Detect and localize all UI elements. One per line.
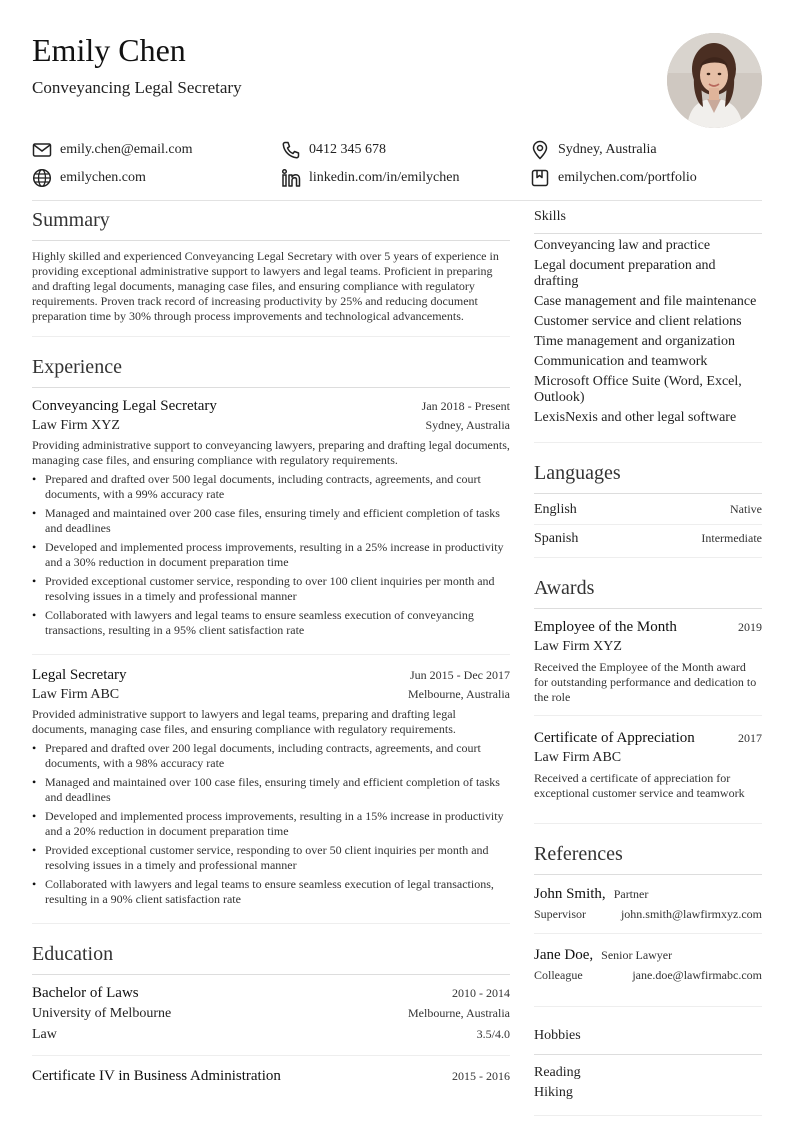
education-dates: 2015 - 2016 bbox=[452, 1069, 510, 1083]
contact-portfolio[interactable] bbox=[530, 168, 762, 188]
references-heading: References bbox=[534, 840, 762, 875]
job-location: Sydney, Australia bbox=[425, 418, 510, 432]
education-dates: 2010 - 2014 bbox=[452, 986, 510, 1000]
job-bullet: • Developed and implemented process improvements, resulting in a 15% increase in productivity and a 20% reduction in document preparation time bbox=[32, 809, 510, 839]
reference-name: Jane Doe, bbox=[534, 947, 594, 963]
award-description: Received the Employee of the Month award for outstanding performance and dedication to the role bbox=[534, 660, 757, 704]
reference-email[interactable]: john.smith@lawfirmxyz.com bbox=[620, 907, 762, 921]
candidate-name: Emily Chen bbox=[32, 32, 186, 68]
award-org: Law Firm XYZ bbox=[534, 639, 622, 654]
award-year: 2019 bbox=[738, 620, 762, 634]
skill-item: Communication and teamwork bbox=[534, 354, 708, 369]
mail-icon bbox=[32, 140, 52, 160]
contact-location bbox=[530, 140, 762, 160]
job-bullet: • Provided exceptional customer service, responding to over 50 client inquiries per month and resolving issues in a timely and professional manner bbox=[32, 843, 510, 873]
hobby-item: Reading bbox=[534, 1065, 581, 1080]
award-item bbox=[534, 715, 762, 811]
reference-item bbox=[534, 883, 762, 933]
contact-website-text: emilychen.com bbox=[60, 170, 146, 185]
award-item bbox=[534, 617, 762, 715]
job-bullet: • Collaborated with lawyers and legal teams to ensure seamless execution of conveyancing transactions, resulting in a 95% client satisfaction rate bbox=[32, 608, 510, 638]
language-level: Intermediate bbox=[701, 531, 762, 545]
language-name: Spanish bbox=[534, 531, 579, 546]
skill-item: LexisNexis and other legal software bbox=[534, 410, 737, 425]
education-degree: Bachelor of Laws bbox=[32, 985, 139, 1001]
hobbies-section bbox=[534, 1023, 762, 1116]
job-company: Law Firm ABC bbox=[32, 687, 120, 702]
candidate-title: Conveyancing Legal Secretary bbox=[32, 78, 242, 97]
contact-website[interactable] bbox=[32, 168, 281, 188]
job-bullets bbox=[32, 472, 510, 638]
experience-heading: Experience bbox=[32, 353, 510, 388]
left-column bbox=[32, 206, 510, 1123]
profile-photo-illustration bbox=[667, 33, 762, 128]
awards-section bbox=[534, 574, 762, 824]
award-title: Employee of the Month bbox=[534, 619, 677, 635]
skills-section bbox=[534, 206, 762, 443]
job-bullet: • Prepared and drafted over 500 legal documents, including contracts, agreements, and court documents, with a 99% accuracy rate bbox=[32, 472, 510, 502]
languages-heading: Languages bbox=[534, 459, 762, 494]
education-location: Melbourne, Australia bbox=[408, 1006, 510, 1020]
job-dates: Jun 2015 - Dec 2017 bbox=[410, 668, 510, 682]
skills-heading: Skills bbox=[534, 206, 762, 234]
job-bullet: • Managed and maintained over 100 case files, ensuring timely and efficient completion of tasks and deadlines bbox=[32, 775, 510, 805]
job-bullet: • Prepared and drafted over 200 legal documents, including contracts, agreements, and court documents, with a 98% accuracy rate bbox=[32, 741, 510, 771]
right-column bbox=[534, 206, 762, 1123]
summary-heading: Summary bbox=[32, 206, 510, 241]
reference-email[interactable]: jane.doe@lawfirmabc.com bbox=[632, 968, 762, 982]
award-org: Law Firm ABC bbox=[534, 750, 622, 765]
job-description: Provided administrative support to lawyers and legal teams, preparing and drafting legal documents, managing case files, and ensuring compliance with regulatory requirements. bbox=[32, 707, 456, 736]
linkedin-icon bbox=[281, 168, 301, 188]
reference-role: Senior Lawyer bbox=[601, 948, 673, 962]
skill-item: Microsoft Office Suite (Word, Excel, Outlook) bbox=[534, 374, 742, 405]
reference-relation: Colleague bbox=[534, 968, 583, 982]
reference-relation: Supervisor bbox=[534, 907, 586, 921]
languages-section bbox=[534, 459, 762, 558]
contact-info bbox=[32, 136, 762, 192]
contact-phone-text: 0412 345 678 bbox=[309, 142, 386, 157]
award-year: 2017 bbox=[738, 731, 762, 745]
phone-icon bbox=[281, 140, 301, 160]
contact-linkedin-text: linkedin.com/in/emilychen bbox=[309, 170, 460, 185]
experience-section bbox=[32, 353, 510, 924]
skill-item: Conveyancing law and practice bbox=[534, 238, 711, 253]
award-description: Received a certificate of appreciation for exceptional customer service and teamwork bbox=[534, 771, 745, 800]
job-company: Law Firm XYZ bbox=[32, 418, 120, 433]
education-field: Law bbox=[32, 1027, 57, 1042]
contact-email[interactable] bbox=[32, 140, 281, 160]
reference-item bbox=[534, 933, 762, 994]
education-heading: Education bbox=[32, 940, 510, 975]
skill-item: Case management and file maintenance bbox=[534, 294, 757, 309]
contact-portfolio-text: emilychen.com/portfolio bbox=[558, 170, 697, 185]
education-item bbox=[32, 1055, 510, 1096]
reference-name: John Smith, bbox=[534, 886, 606, 902]
summary-section bbox=[32, 206, 510, 337]
references-section bbox=[534, 840, 762, 1007]
education-degree: Certificate IV in Business Administration bbox=[32, 1068, 281, 1084]
award-title: Certificate of Appreciation bbox=[534, 730, 695, 746]
header-divider bbox=[32, 200, 762, 201]
summary-text: Highly skilled and experienced Conveyancing Legal Secretary with over 5 years of experience in providing exceptional administrative support to lawyers and legal teams. Proficient in preparing and drafting legal documents, managing case files, and ensuring compliance with regulatory requirements. Proven track record of increasing productivity by 25% and reducing document preparation time by 30% through process improvements and technological advancements. bbox=[32, 249, 499, 323]
hobby-item: Hiking bbox=[534, 1085, 573, 1100]
job-bullet: • Managed and maintained over 200 case files, ensuring timely and efficient completion of tasks and deadlines bbox=[32, 506, 510, 536]
contact-email-text: emily.chen@email.com bbox=[60, 142, 193, 157]
education-item bbox=[32, 983, 510, 1055]
job-bullet: • Developed and implemented process improvements, resulting in a 25% increase in productivity and a 30% reduction in document preparation time bbox=[32, 540, 510, 570]
job-description: Providing administrative support to conveyancing lawyers, preparing and drafting legal documents, managing case files, and ensuring compliance with regulatory requirements. bbox=[32, 438, 510, 467]
hobbies-heading: Hobbies bbox=[534, 1023, 762, 1055]
education-gpa: 3.5/4.0 bbox=[476, 1027, 510, 1041]
skill-item: Customer service and client relations bbox=[534, 314, 742, 329]
job-title: Legal Secretary bbox=[32, 667, 127, 683]
globe-icon bbox=[32, 168, 52, 188]
education-section bbox=[32, 940, 510, 1108]
job-bullets bbox=[32, 741, 510, 907]
job-title: Conveyancing Legal Secretary bbox=[32, 398, 217, 414]
profile-photo bbox=[667, 33, 762, 128]
education-school: University of Melbourne bbox=[32, 1006, 172, 1021]
job-dates: Jan 2018 - Present bbox=[421, 399, 510, 413]
job-bullet: • Collaborated with lawyers and legal teams to ensure seamless execution of legal transactions, resulting in a 90% client satisfaction rate bbox=[32, 877, 510, 907]
map-pin-icon bbox=[530, 140, 550, 160]
job-bullet: • Provided exceptional customer service, responding to over 100 client inquiries per month and resolving issues in a timely and professional manner bbox=[32, 574, 510, 604]
skill-item: Time management and organization bbox=[534, 334, 736, 349]
language-item bbox=[534, 496, 762, 524]
contact-location-text: Sydney, Australia bbox=[558, 142, 657, 157]
language-name: English bbox=[534, 502, 577, 517]
skill-item: Legal document preparation and drafting bbox=[534, 258, 716, 289]
experience-item bbox=[32, 654, 510, 923]
reference-role: Partner bbox=[613, 887, 649, 901]
job-location: Melbourne, Australia bbox=[408, 687, 510, 701]
contact-linkedin[interactable] bbox=[281, 168, 530, 188]
bookmark-icon bbox=[530, 168, 550, 188]
language-level: Native bbox=[730, 502, 762, 516]
experience-item bbox=[32, 396, 510, 654]
contact-phone[interactable] bbox=[281, 140, 530, 160]
language-item bbox=[534, 524, 762, 553]
awards-heading: Awards bbox=[534, 574, 762, 609]
